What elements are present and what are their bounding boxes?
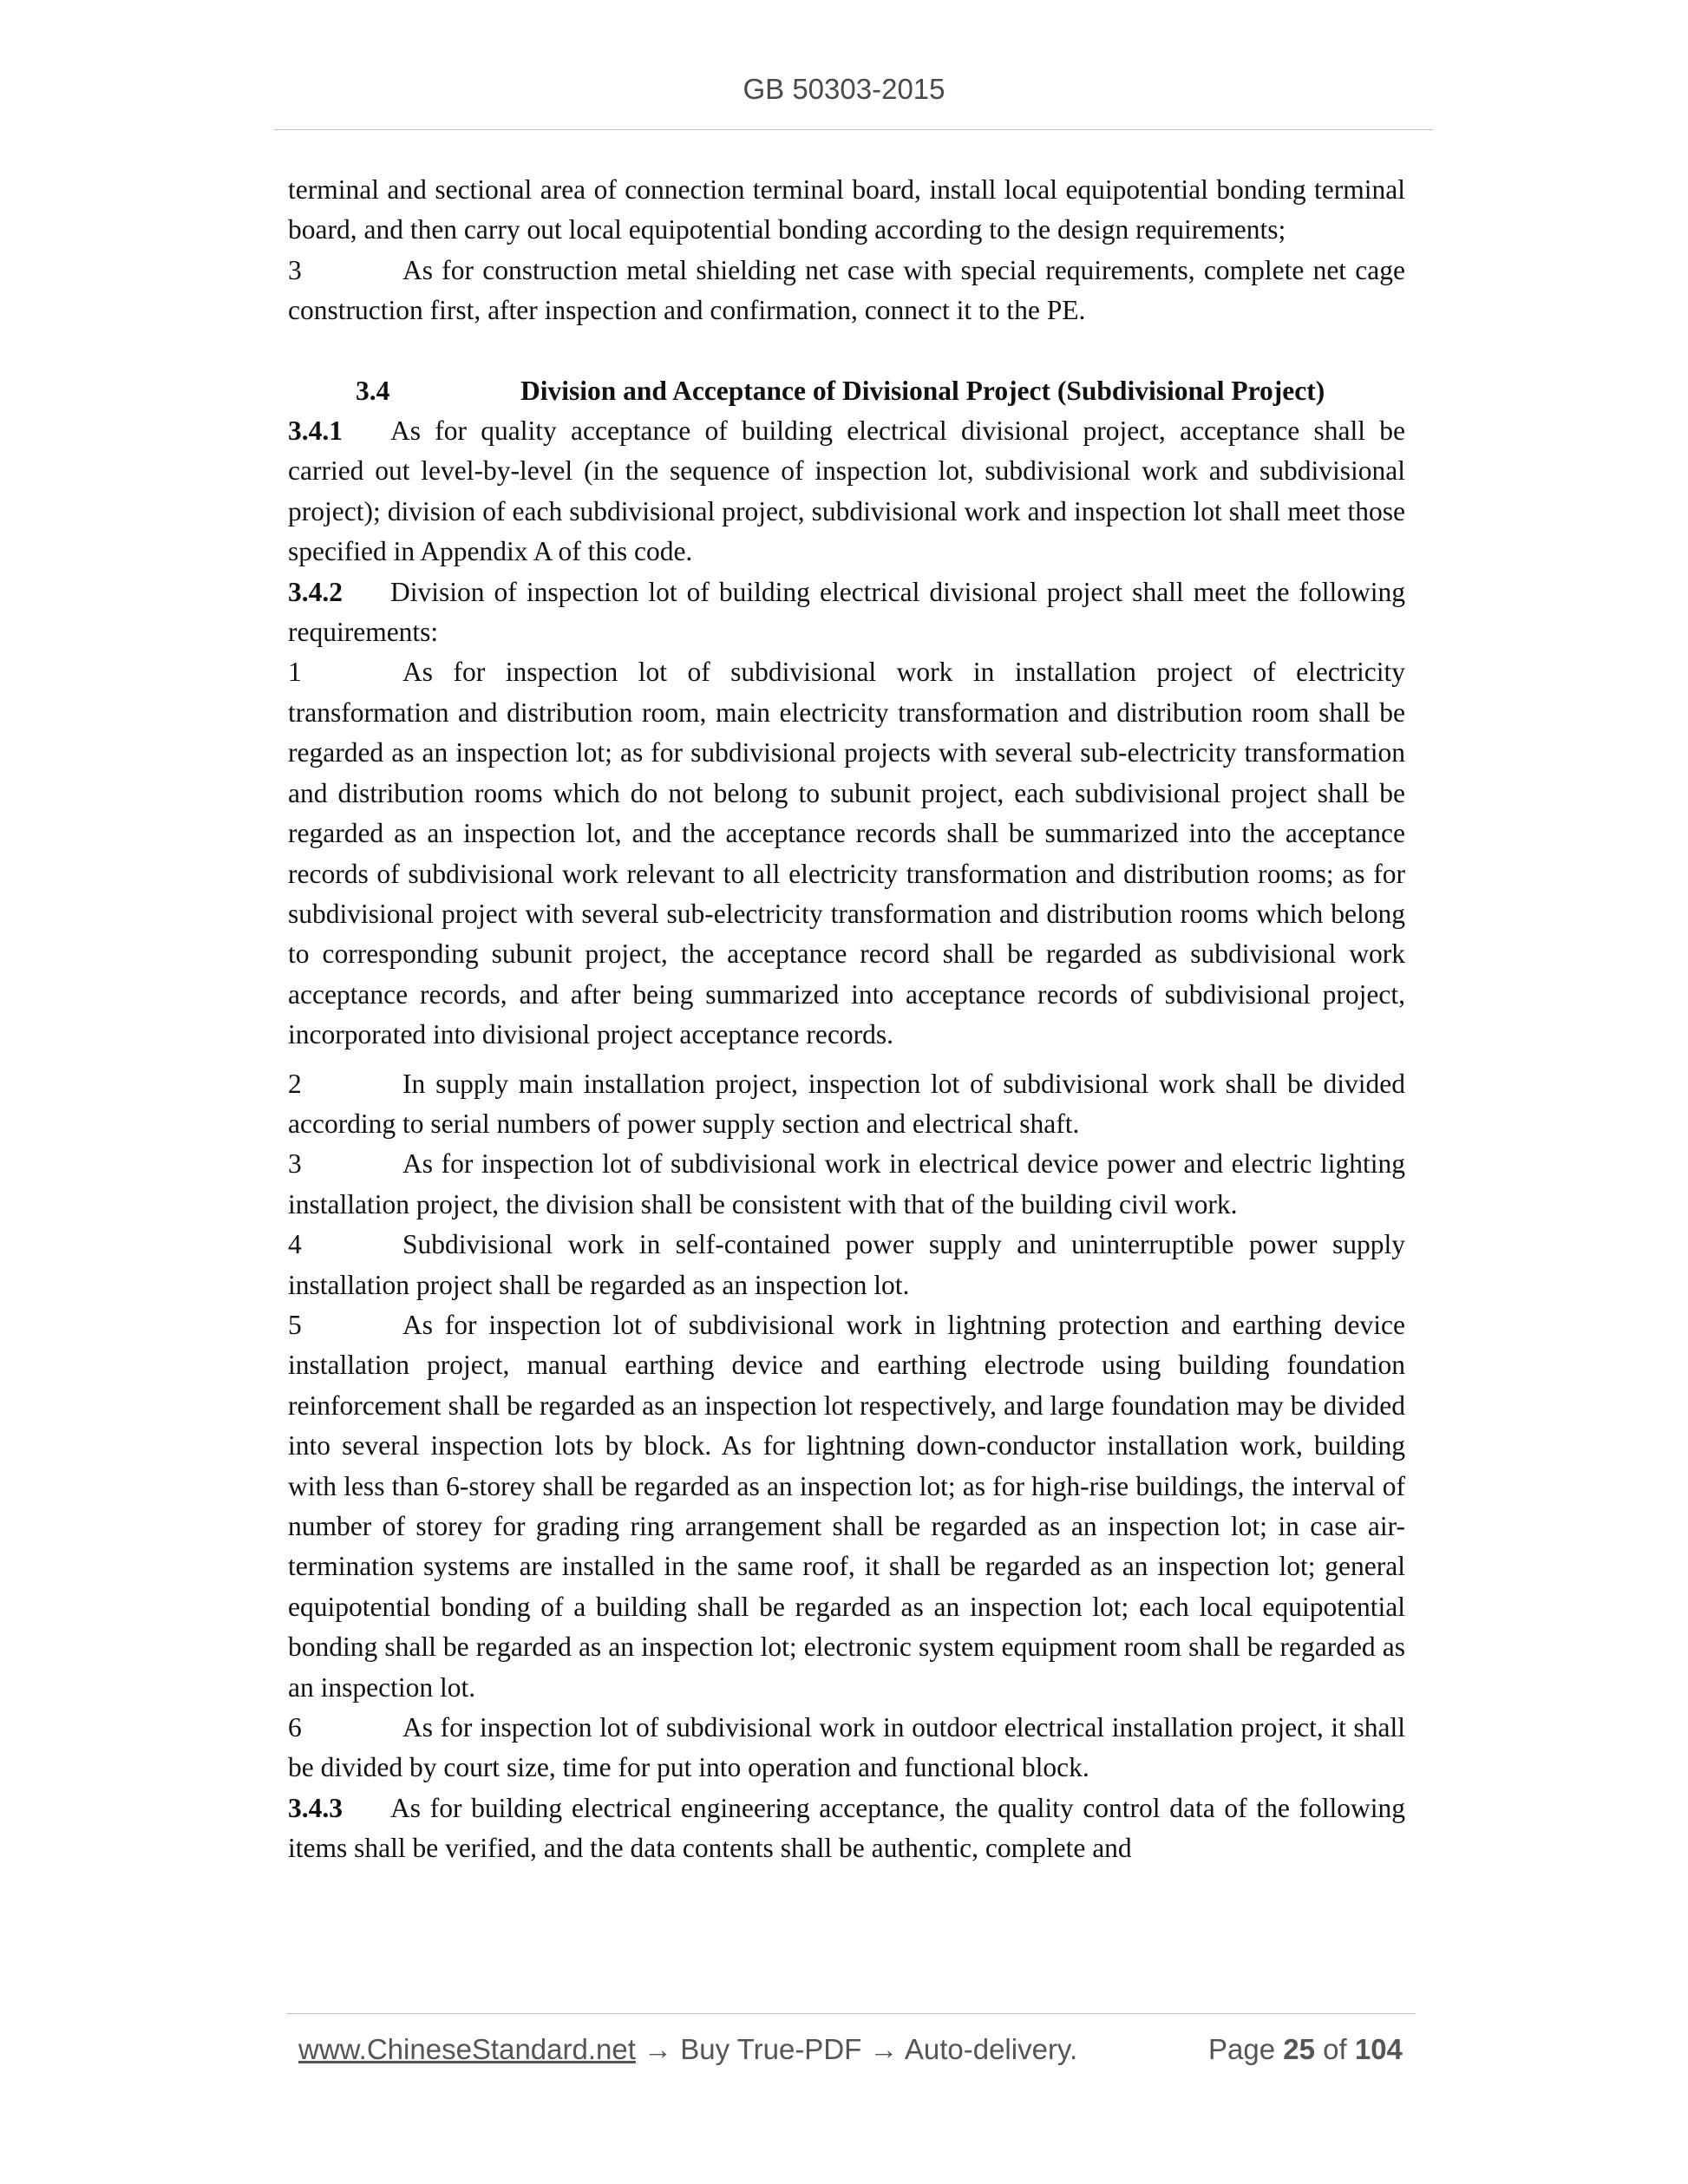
footer-promo: [298, 2033, 1077, 2066]
clause-3-4-3: [288, 1788, 1405, 1869]
item-number: 1: [288, 657, 302, 688]
item-text: As for inspection lot of subdivisional work in outdoor electrical installation project, it shall be divided by court size, time for put into operation and functional block.: [288, 1712, 1405, 1783]
item-text: Subdivisional work in self-contained power supply and uninterruptible power supply installation project shall be regarded as an inspection lot.: [288, 1229, 1405, 1300]
document-body: [288, 170, 1405, 1869]
section-number: 3.4: [356, 375, 390, 406]
page-label: Page: [1208, 2033, 1276, 2065]
item-text: As for inspection lot of subdivisional work in installation project of electricity transformation and distribution room, main electricity transformation and distribution room shall be regarded as an inspection lot; as for subdivisional projects with several sub-electricity transformation and distribution rooms which do not belong to subunit project, each subdivisional project shall be regarded as an inspection lot, and the acceptance records shall be summarized into the acceptance records of subdivisional work relevant to all electricity transformation and distribution rooms; as for subdivisional project with several sub-electricity transformation and distribution rooms which belong to corresponding subunit project, the acceptance record shall be regarded as subdivisional work acceptance records, and after being summarized into acceptance records of subdivisional project, incorporated into divisional project acceptance records.: [288, 657, 1405, 1050]
page-total: 104: [1354, 2033, 1403, 2065]
item-text: In supply main installation project, inspection lot of subdivisional work shall be divided according to serial numbers of power supply section and electrical shaft.: [288, 1068, 1405, 1139]
item-text: As for inspection lot of subdivisional work in lightning protection and earthing device installation project, manual earthing device and earthing electrode using building foundation reinforcement shall be regarded as an inspection lot respectively, and large foundation may be divided into several inspection lots by block. As for lightning down-conductor installation work, building with less than 6-storey shall be regarded as an inspection lot; as for high-rise buildings, the interval of number of storey for grading ring arrangement shall be regarded as an inspection lot; in case air-termination systems are installed in the same roof, it shall be regarded as an inspection lot; general equipotential bonding of a building shall be regarded as an inspection lot; each local equipotential bonding shall be regarded as an inspection lot; electronic system equipment room shall be regarded as an inspection lot.: [288, 1309, 1405, 1703]
arrow-right-icon: →: [869, 2033, 899, 2065]
item-number: 3: [288, 254, 302, 285]
clause-text: As for quality acceptance of building electrical divisional project, acceptance shall be carried out level-by-level (in the sequence of inspection lot, subdivisional work and subdivisional project); division of each subdivisional project, subdivisional work and inspection lot shall meet those specified in Appendix A of this code.: [288, 415, 1405, 567]
page-current: 25: [1283, 2033, 1315, 2065]
clause-text: Division of inspection lot of building electrical divisional project shall meet the following requirements:: [288, 576, 1405, 648]
continued-paragraph: terminal and sectional area of connection terminal board, install local equipotential bonding terminal board, and then carry out local equipotential bonding according to the design requirements;: [288, 174, 1405, 245]
auto-delivery-text: Auto-delivery.: [904, 2033, 1078, 2065]
item-number: 5: [288, 1309, 302, 1340]
item-text: As for inspection lot of subdivisional work in electrical device power and electric lighting installation project, the division shall be consistent with that of the building civil work.: [288, 1148, 1405, 1220]
list-item-3: [288, 1144, 1405, 1225]
list-item-5: [288, 1305, 1405, 1708]
clause-text: As for building electrical engineering acceptance, the quality control data of the following items shall be verified, and the data contents shall be authentic, complete and: [288, 1792, 1405, 1864]
list-item-3-shielding: [288, 251, 1405, 331]
page-header-title: GB 50303-2015: [743, 73, 945, 105]
list-item-1: [288, 652, 1405, 1055]
arrow-right-icon: →: [644, 2033, 673, 2065]
footer-divider: [286, 2013, 1416, 2014]
item-text: As for construction metal shielding net case with special requirements, complete net cage construction first, after inspection and confirmation, connect it to the PE.: [288, 254, 1405, 326]
clause-number: 3.4.2: [288, 576, 343, 607]
section-title: Division and Acceptance of Divisional Project (Subdivisional Project): [520, 375, 1325, 406]
list-item-6: [288, 1708, 1405, 1788]
item-number: 3: [288, 1148, 302, 1180]
page-indicator: [1208, 2033, 1403, 2066]
buy-true-pdf-text: Buy True-PDF: [680, 2033, 862, 2065]
list-item-4: [288, 1225, 1405, 1305]
item-number: 2: [288, 1068, 302, 1099]
website-link[interactable]: www.ChineseStandard.net: [298, 2033, 636, 2065]
clause-number: 3.4.1: [288, 415, 343, 447]
clause-3-4-1: [288, 411, 1405, 572]
item-number: 6: [288, 1712, 302, 1743]
header-divider: [274, 129, 1433, 130]
list-item-2: [288, 1064, 1405, 1145]
clause-number: 3.4.3: [288, 1792, 343, 1823]
item-number: 4: [288, 1229, 302, 1260]
clause-3-4-2: [288, 572, 1405, 653]
page-of-label: of: [1323, 2033, 1347, 2065]
section-heading: [288, 371, 1405, 411]
